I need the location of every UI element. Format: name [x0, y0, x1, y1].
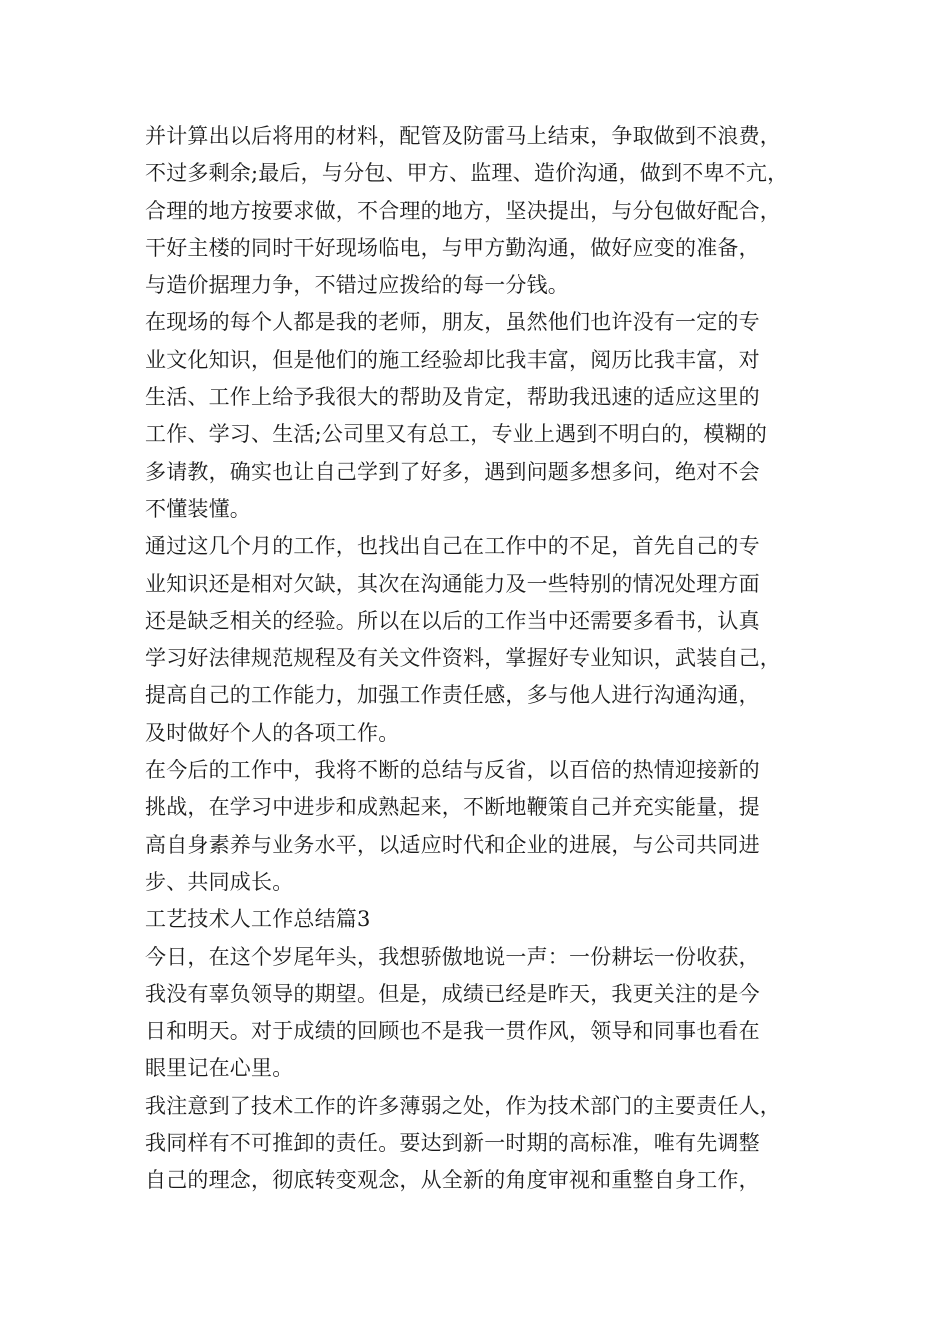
- text-line: 日和明天。对于成绩的回顾也不是我一贯作风，领导和同事也看在: [145, 1019, 760, 1044]
- text-line: 干好主楼的同时干好现场临电，与甲方勤沟通，做好应变的准备，: [145, 235, 760, 260]
- section-heading: 工艺技术人工作总结篇3: [145, 907, 371, 932]
- text-line: 在今后的工作中，我将不断的总结与反省，以百倍的热情迎接新的: [145, 758, 760, 783]
- text-line: 合理的地方按要求做，不合理的地方，坚决提出，与分包做好配合，: [145, 198, 781, 223]
- text-line: 不过多剩余;最后，与分包、甲方、监理、造价沟通，做到不卑不亢，: [145, 161, 789, 186]
- text-line: 业文化知识，但是他们的施工经验却比我丰富，阅历比我丰富，对: [145, 347, 760, 372]
- text-line: 多请教，确实也让自己学到了好多，遇到问题多想多问，绝对不会: [145, 459, 760, 484]
- document-body: [145, 118, 825, 1200]
- text-line: 学习好法律规范规程及有关文件资料，掌握好专业知识，武装自己，: [145, 646, 781, 671]
- text-line: 高自身素养与业务水平，以适应时代和企业的进展，与公司共同进: [145, 832, 760, 857]
- text-line: 我注意到了技术工作的许多薄弱之处，作为技术部门的主要责任人，: [145, 1093, 781, 1118]
- text-line: 通过这几个月的工作，也找出自己在工作中的不足，首先自己的专: [145, 534, 760, 559]
- text-line: 提高自己的工作能力，加强工作责任感，多与他人进行沟通沟通，: [145, 683, 760, 708]
- text-line: 工作、学习、生活;公司里又有总工，专业上遇到不明白的，模糊的: [145, 422, 768, 447]
- text-line: 今日，在这个岁尾年头，我想骄傲地说一声：一份耕坛一份收获，: [145, 944, 760, 969]
- text-line: 与造价据理力争，不错过应拨给的每一分钱。: [145, 273, 569, 298]
- text-line: 生活、工作上给予我很大的帮助及肯定，帮助我迅速的适应这里的: [145, 385, 760, 410]
- text-line: 自己的理念，彻底转变观念，从全新的角度审视和重整自身工作，: [145, 1168, 760, 1193]
- text-line: 业知识还是相对欠缺，其次在沟通能力及一些特别的情况处理方面: [145, 571, 760, 596]
- text-line: 还是缺乏相关的经验。所以在以后的工作当中还需要多看书，认真: [145, 608, 760, 633]
- text-line: 眼里记在心里。: [145, 1056, 294, 1081]
- text-line: 不懂装懂。: [145, 496, 251, 521]
- text-line: 我没有辜负领导的期望。但是，成绩已经是昨天，我更关注的是今: [145, 981, 760, 1006]
- text-line: 我同样有不可推卸的责任。要达到新一时期的高标准，唯有先调整: [145, 1131, 760, 1156]
- text-line: 并计算出以后将用的材料，配管及防雷马上结束，争取做到不浪费，: [145, 124, 781, 148]
- text-line: 在现场的每个人都是我的老师，朋友，虽然他们也许没有一定的专: [145, 310, 760, 335]
- text-line: 及时做好个人的各项工作。: [145, 720, 400, 745]
- text-line: 步、共同成长。: [145, 869, 294, 894]
- text-line: 挑战，在学习中进步和成熟起来，不断地鞭策自己并充实能量，提: [145, 795, 760, 820]
